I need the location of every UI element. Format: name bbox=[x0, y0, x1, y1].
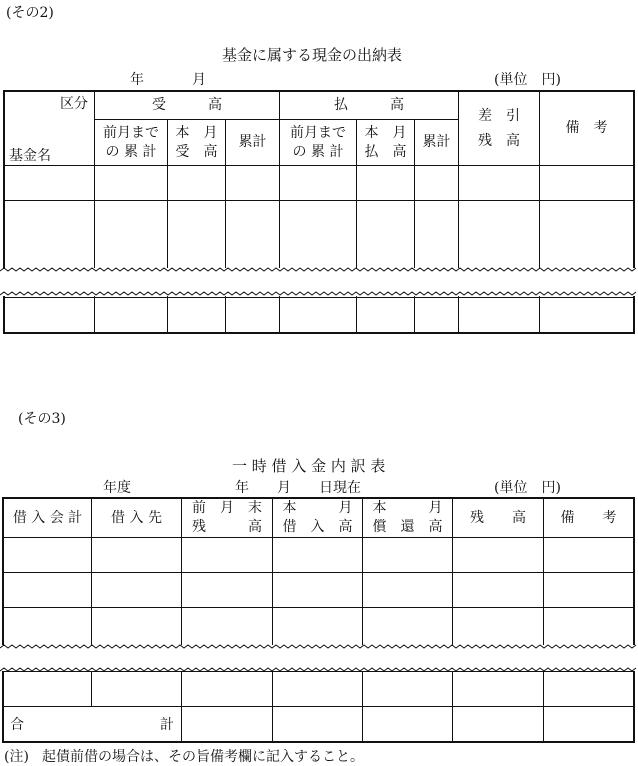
header-kubun: 区分 bbox=[60, 96, 88, 112]
section3-label: (その3) bbox=[18, 411, 66, 427]
note-prefix: (注) bbox=[4, 749, 29, 765]
header-harai-hongetsu bbox=[357, 120, 414, 165]
header-sashihiki-line1: 差 引 bbox=[478, 107, 520, 124]
header-uke-ruikei: 累計 bbox=[238, 134, 267, 151]
honsho-line2: 償 還 高 bbox=[372, 519, 443, 535]
uke-zengetsu-line1: 前月まで bbox=[103, 124, 159, 141]
honkari-line1: 本 月 bbox=[282, 500, 353, 517]
harai-zengetsu-line2: の 累 計 bbox=[292, 143, 344, 160]
total-label-right: 計 bbox=[160, 717, 174, 733]
header-zandaka: 残 高 bbox=[470, 509, 526, 526]
zengetsu-line2: 残 高 bbox=[192, 519, 262, 535]
table-break-wave bbox=[0, 643, 638, 673]
section2-year: 年 bbox=[130, 72, 144, 88]
section3-unit: (単位 円) bbox=[494, 480, 561, 496]
section2-unit: (単位 円) bbox=[494, 72, 561, 88]
uke-hongetsu-line1: 本 月 bbox=[175, 124, 218, 141]
header-sashihiki bbox=[459, 92, 539, 165]
header-harai: 払 高 bbox=[334, 97, 404, 114]
header-hongetsu-shokan bbox=[363, 499, 452, 537]
header-biko: 備 考 bbox=[560, 509, 617, 526]
header-uke-zengetsu bbox=[95, 120, 167, 165]
uke-zengetsu-line2: の 累 計 bbox=[105, 143, 157, 160]
section2-label: (その2) bbox=[6, 5, 54, 21]
header-harai-zengetsu bbox=[280, 120, 356, 165]
header-harai-ruikei: 累計 bbox=[422, 134, 451, 151]
header-sashihiki-line2: 残 高 bbox=[478, 132, 520, 149]
harai-hongetsu-line2: 払 高 bbox=[364, 143, 407, 160]
section2-title: 基金に属する現金の出納表 bbox=[222, 46, 403, 64]
total-label-left: 合 bbox=[10, 717, 24, 733]
header-kikin-name: 基金名 bbox=[9, 148, 51, 164]
header-uke-hongetsu bbox=[168, 120, 225, 165]
harai-hongetsu-line1: 本 月 bbox=[364, 124, 407, 141]
uke-hongetsu-line2: 受 高 bbox=[175, 143, 218, 160]
section2-month: 月 bbox=[192, 72, 206, 88]
honkari-line2: 借 入 高 bbox=[282, 519, 353, 535]
honsho-line1: 本 月 bbox=[372, 500, 443, 517]
section3-title: 一 時 借 入 金 内 訳 表 bbox=[232, 457, 386, 475]
header-saki: 借 入 先 bbox=[111, 509, 162, 526]
header-zengetsu-zandaka bbox=[182, 499, 272, 537]
header-biko: 備 考 bbox=[565, 120, 608, 137]
header-kaikei: 借 入 会 計 bbox=[12, 509, 83, 526]
kubun-diagonal bbox=[4, 91, 95, 166]
header-uke: 受 高 bbox=[152, 97, 222, 114]
harai-zengetsu-line1: 前月まで bbox=[290, 124, 346, 141]
section3-date-line: 年 月 日現在 bbox=[235, 480, 361, 496]
header-hongetsu-kariire bbox=[273, 499, 362, 537]
table-break-wave bbox=[0, 266, 638, 298]
note-text: 起債前借の場合は、その旨備考欄に記入すること。 bbox=[42, 749, 364, 765]
section3-nendo: 年度 bbox=[103, 480, 131, 496]
zengetsu-line1: 前 月 末 bbox=[192, 500, 262, 517]
